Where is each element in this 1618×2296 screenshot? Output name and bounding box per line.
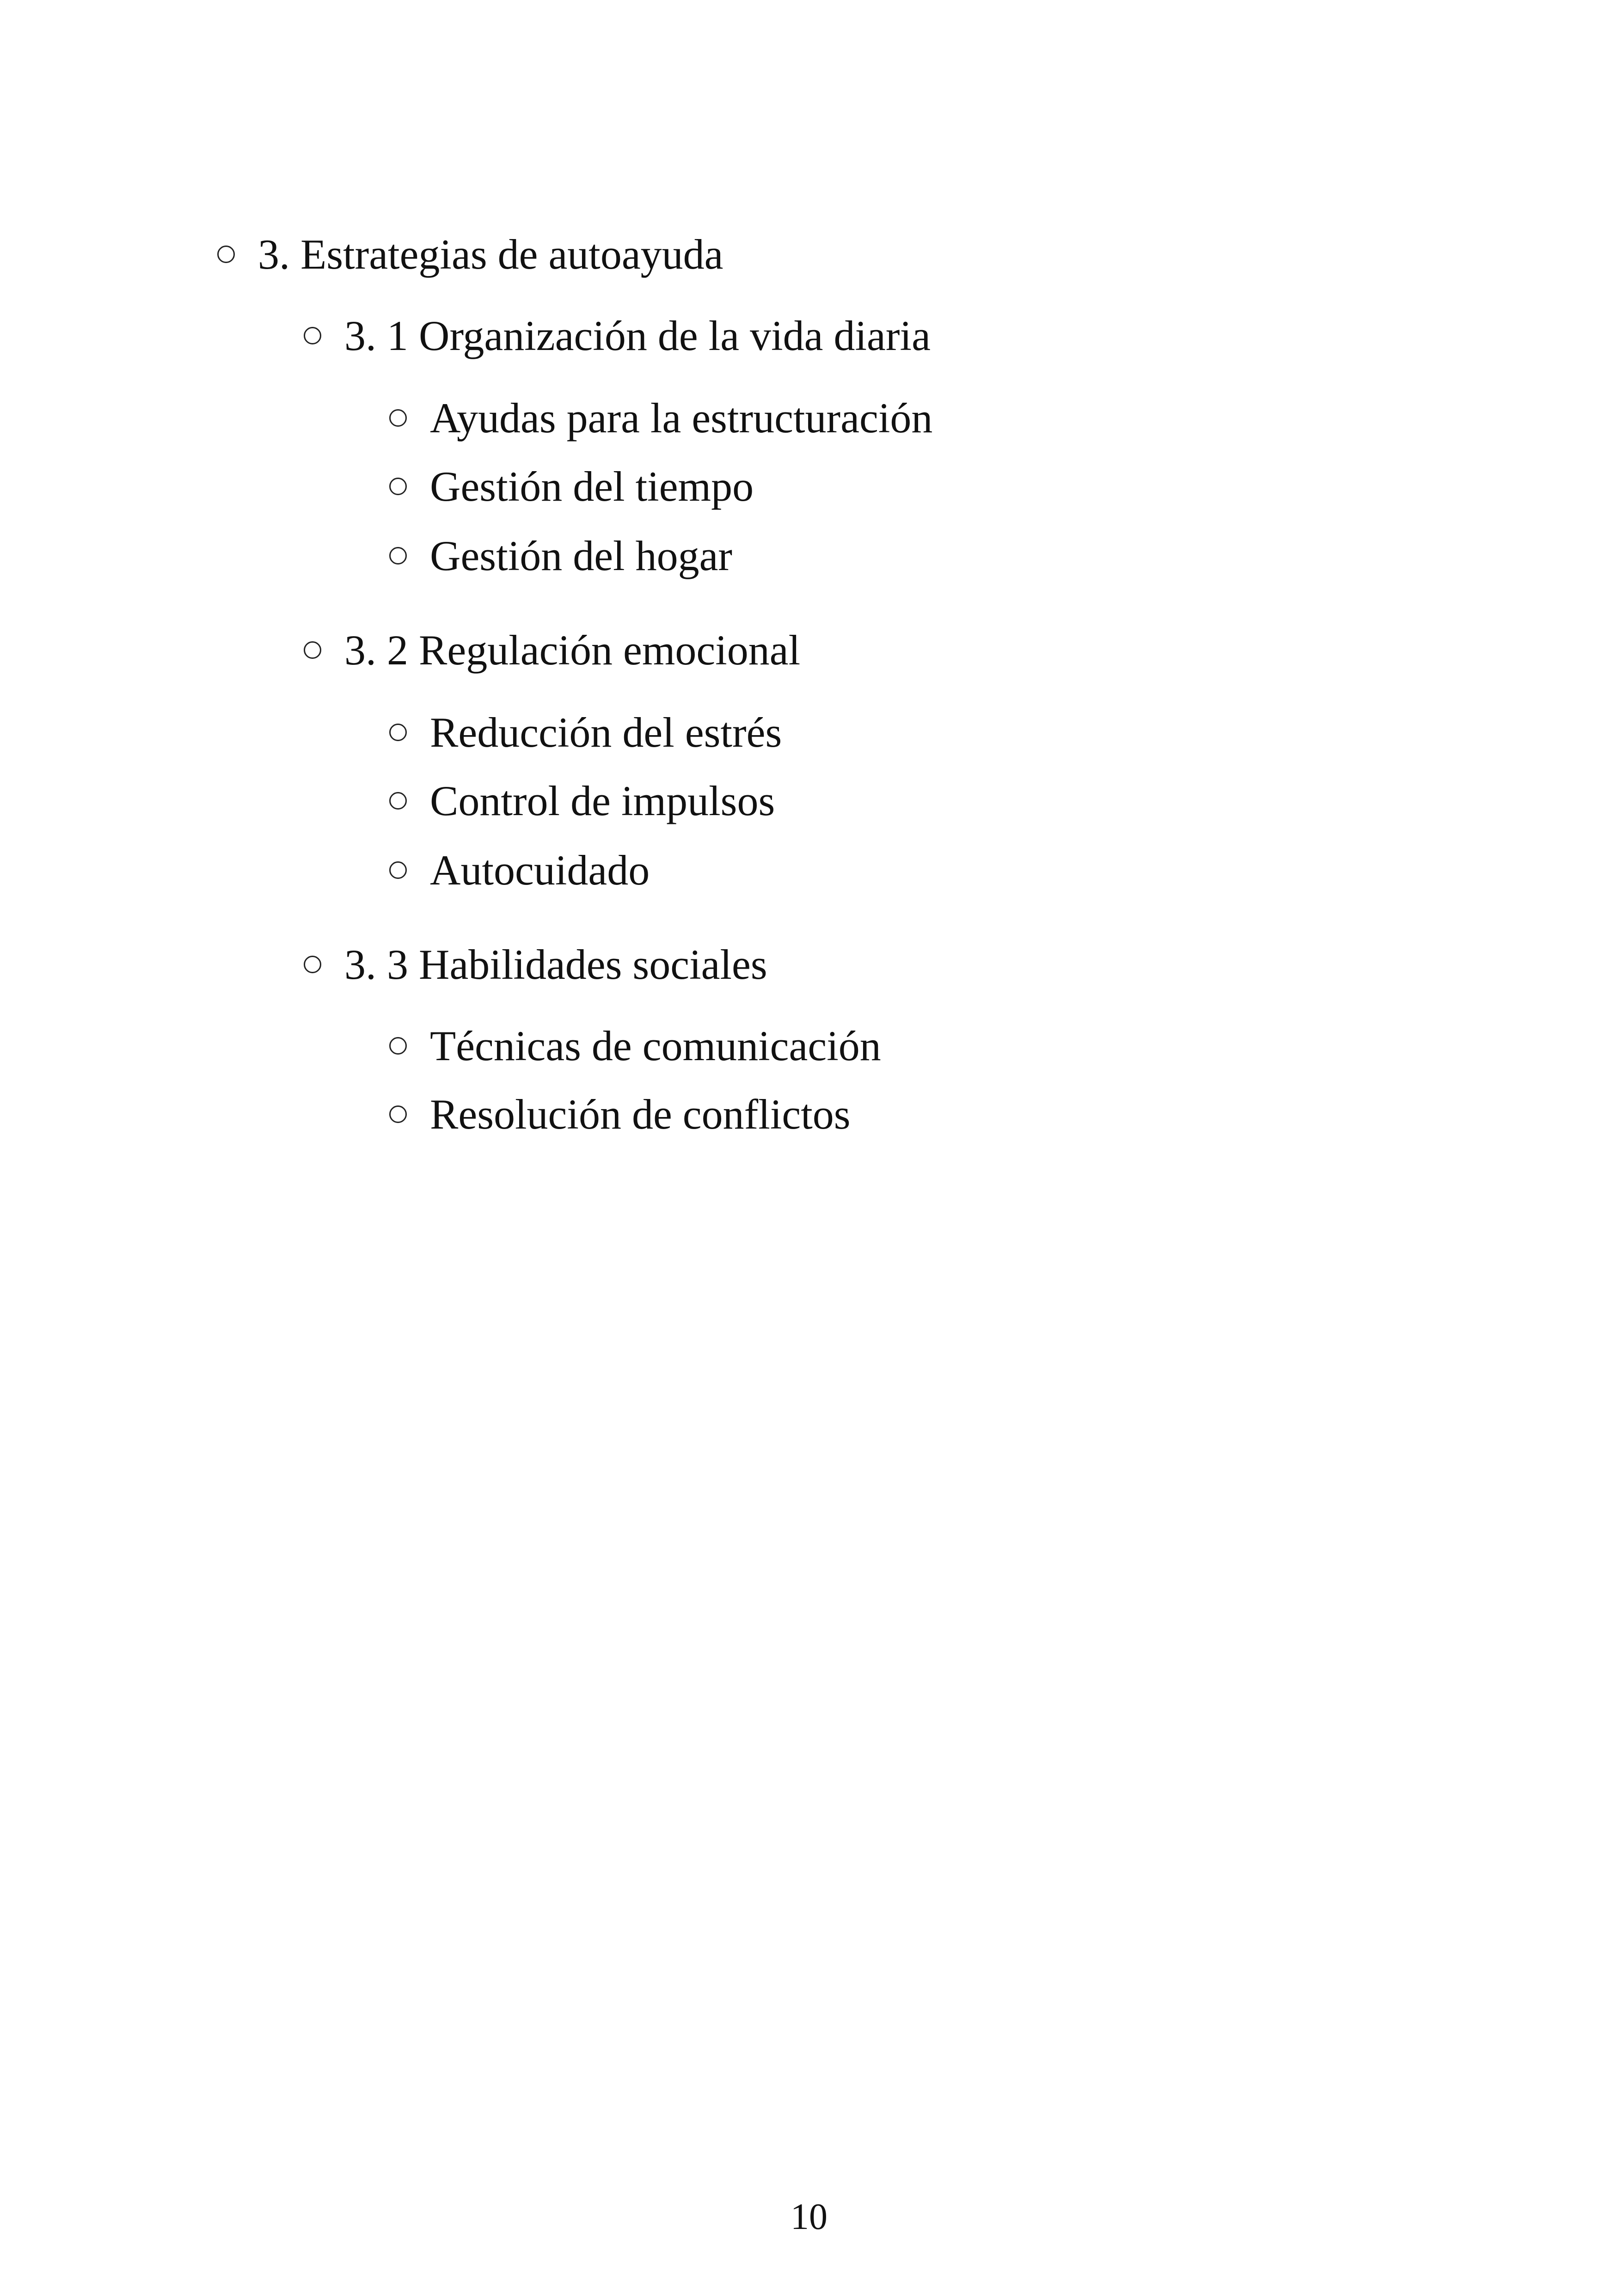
hollow-bullet-icon (389, 724, 407, 741)
outline-subsection-title: 3. 2 Regulación emocional (344, 626, 801, 674)
outline-item-label: Técnicas de comunicación (430, 1022, 881, 1069)
outline-item (389, 847, 650, 894)
outline-item-label: Gestión del tiempo (430, 463, 754, 510)
page-number: 10 (791, 2197, 827, 2237)
outline-item-label: Ayudas para la estructuración (430, 394, 933, 442)
outline-item (389, 394, 933, 442)
outline-item-label: Gestión del hogar (430, 532, 733, 579)
hollow-bullet-icon (389, 792, 407, 810)
outline-item-label: Resolución de conflictos (430, 1091, 851, 1138)
outline-item (389, 534, 732, 577)
outline-item-label: Reducción del estrés (430, 709, 782, 756)
outline-item-label: Autocuidado (430, 847, 650, 894)
outline-subsection-title: 3. 1 Organización de la vida diaria (344, 312, 931, 359)
outline-item (389, 777, 775, 824)
outline-section (217, 233, 723, 276)
hollow-bullet-icon (389, 1105, 407, 1123)
hollow-bullet-icon (389, 409, 407, 427)
outline-subsection (304, 943, 767, 986)
hollow-bullet-icon (389, 861, 407, 879)
outline-item-label: Control de impulsos (430, 777, 775, 824)
hollow-bullet-icon (304, 327, 321, 344)
outline-item (389, 1022, 881, 1069)
outline-subsection (304, 314, 931, 357)
hollow-bullet-icon (389, 547, 407, 565)
hollow-bullet-icon (304, 641, 321, 659)
outline-section-title: 3. Estrategias de autoayuda (258, 231, 723, 278)
hollow-bullet-icon (304, 956, 321, 973)
hollow-bullet-icon (389, 1037, 407, 1055)
hollow-bullet-icon (389, 478, 407, 495)
outline-item (389, 1093, 851, 1136)
outline-subsection-title: 3. 3 Habilidades sociales (344, 941, 767, 988)
outline-subsection (304, 626, 801, 674)
hollow-bullet-icon (217, 246, 235, 263)
outline-item (389, 465, 754, 508)
outline-item (389, 711, 782, 754)
